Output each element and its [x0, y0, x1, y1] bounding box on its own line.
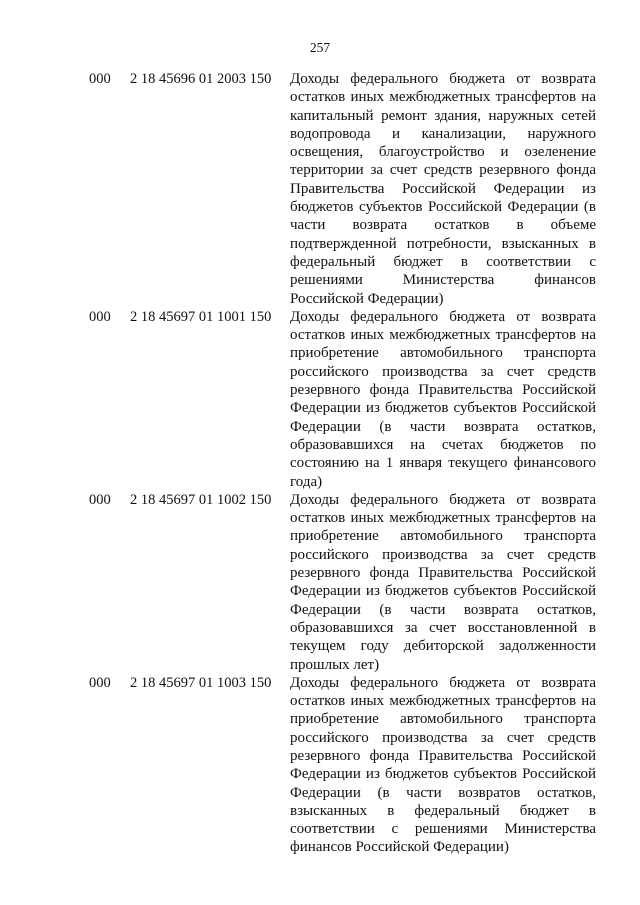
- revenue-description: [290, 70, 596, 308]
- description-line: Правительства Российской Федерации из: [290, 180, 596, 197]
- description-line: федеральный бюджет в соответствии с: [290, 253, 596, 270]
- description-line: Федерации (в части возврата остатков,: [290, 601, 596, 618]
- table-row: [0, 308, 640, 491]
- budget-classification-table: [0, 70, 640, 857]
- description-line: Федерации из бюджетов субъектов Российской: [290, 766, 596, 783]
- classification-code: 2 18 45696 01 2003 150: [130, 71, 272, 87]
- description-line: остатков иных межбюджетных трансфертов на: [290, 327, 596, 344]
- description-line: российского производства за счет средств: [290, 363, 596, 380]
- description-line: приобретение автомобильного транспорта: [290, 528, 596, 545]
- table-row: [0, 491, 640, 674]
- description-line: освещения, благоустройство и озеленение: [290, 144, 596, 161]
- description-line: приобретение автомобильного транспорта: [290, 711, 596, 728]
- description-line: Российской Федерации): [290, 290, 444, 307]
- table-row: [0, 674, 640, 857]
- admin-code: 000: [89, 71, 111, 87]
- admin-code: 000: [89, 674, 111, 691]
- description-line: Федерации из бюджетов субъектов Российской: [290, 583, 596, 600]
- description-line: части возврата остатков в объеме: [290, 217, 596, 234]
- description-line: территории за счет средств резервного фонда: [290, 162, 596, 179]
- description-line: соответствии с решениями Министерства: [290, 821, 596, 838]
- description-line: водопровода и канализации, наружного: [290, 125, 596, 142]
- description-line: резервного фонда Правительства Российской: [290, 565, 596, 582]
- description-line: взысканных в федеральный бюджет в: [290, 802, 596, 819]
- revenue-description: [290, 491, 596, 674]
- description-line: подтвержденной потребности, взысканных в: [290, 235, 596, 252]
- page-number: 257: [309, 40, 331, 55]
- description-line: Доходы федерального бюджета от возврата: [290, 674, 596, 691]
- description-line: образовавшихся на счетах бюджетов по: [290, 436, 596, 453]
- description-line: прошлых лет): [290, 656, 380, 673]
- description-line: резервного фонда Правительства Российской: [290, 382, 596, 399]
- description-line: Федерации из бюджетов субъектов Российской: [290, 400, 596, 417]
- classification-code: 2 18 45697 01 1003 150: [130, 674, 272, 691]
- description-line: финансов Российской Федерации): [290, 839, 509, 856]
- classification-code: 2 18 45697 01 1002 150: [130, 491, 272, 508]
- description-line: Федерации (в части возврата остатков,: [290, 418, 596, 435]
- description-line: текущем году дебиторской задолженности: [290, 638, 596, 655]
- description-line: Доходы федерального бюджета от возврата: [290, 308, 596, 325]
- description-line: решениями Министерства финансов: [290, 272, 596, 289]
- description-line: остатков иных межбюджетных трансфертов на: [290, 89, 596, 106]
- classification-code: 2 18 45697 01 1001 150: [130, 308, 272, 325]
- description-line: Федерации (в части возвратов остатков,: [290, 784, 596, 801]
- description-line: российского производства за счет средств: [290, 729, 596, 746]
- description-line: бюджетов субъектов Российской Федерации (в: [290, 199, 596, 216]
- description-line: российского производства за счет средств: [290, 546, 596, 563]
- revenue-description: [290, 308, 596, 491]
- description-line: приобретение автомобильного транспорта: [290, 345, 596, 362]
- table-row: [0, 70, 640, 308]
- description-line: капитальный ремонт здания, наружных сетей: [290, 107, 596, 124]
- admin-code: 000: [89, 308, 111, 325]
- description-line: Доходы федерального бюджета от возврата: [290, 491, 596, 508]
- description-line: Доходы федерального бюджета от возврата: [290, 71, 596, 87]
- description-line: года): [290, 473, 323, 490]
- description-line: состоянию на 1 января текущего финансового: [290, 455, 596, 472]
- description-line: остатков иных межбюджетных трансфертов на: [290, 510, 596, 527]
- description-line: остатков иных межбюджетных трансфертов на: [290, 693, 596, 710]
- description-line: резервного фонда Правительства Российской: [290, 747, 596, 764]
- description-line: образовавшихся за счет восстановленной в: [290, 619, 596, 636]
- revenue-description: [290, 674, 596, 857]
- admin-code: 000: [89, 491, 111, 508]
